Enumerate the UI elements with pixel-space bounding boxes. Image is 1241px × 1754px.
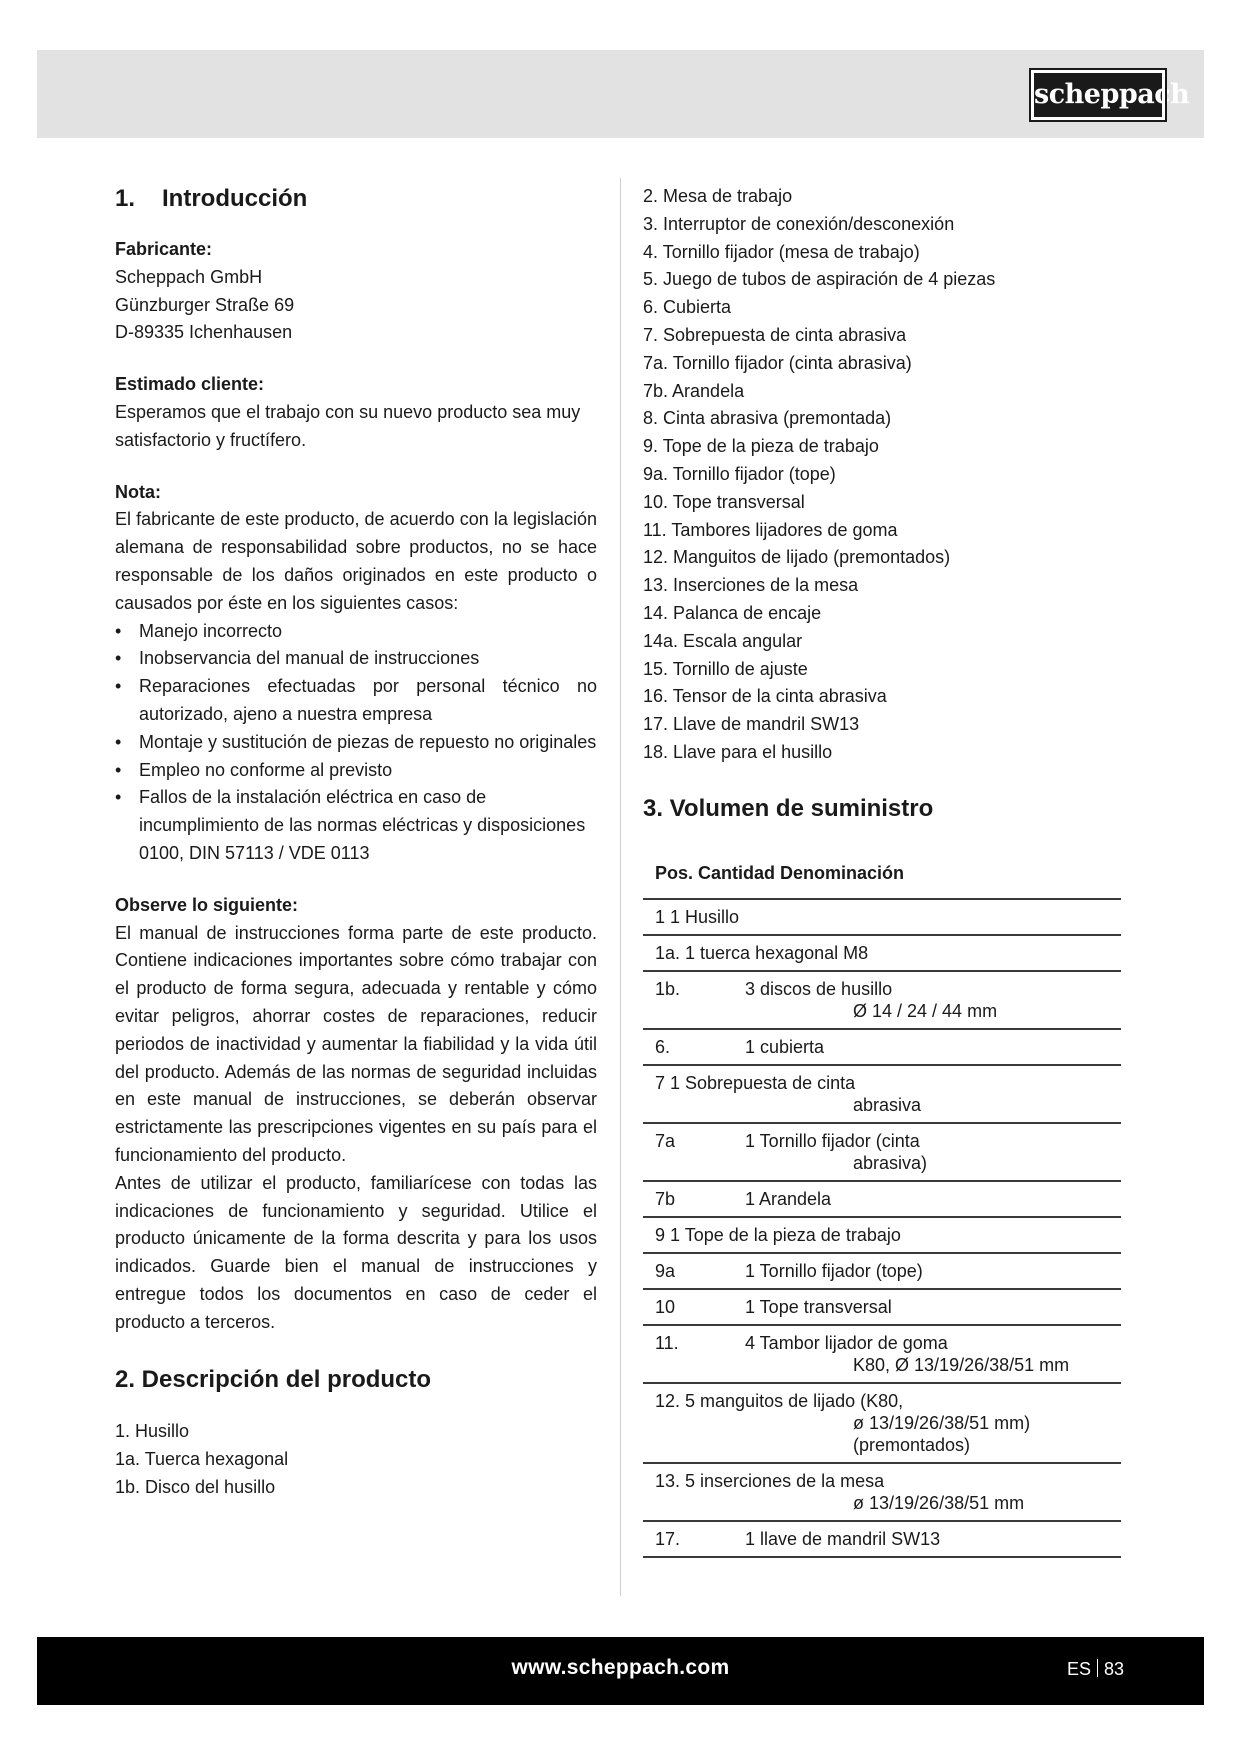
item-description: 12. 5 manguitos de lijado (K80, [655, 1390, 904, 1411]
item-description: 9 1 Tope de la pieza de trabajo [655, 1224, 901, 1245]
table-row [643, 1383, 1121, 1463]
footer-url: www.scheppach.com [511, 1656, 730, 1679]
list-item: • Manejo incorrecto [115, 618, 597, 646]
position-number: 7a [655, 1130, 676, 1151]
right-column [643, 183, 1123, 1558]
item-description-continued: abrasiva) [853, 1152, 928, 1173]
note-text: El fabricante de este producto, de acuerdo con la legislación alemana de responsabilidad sobre productos, no se hace responsable de los daños originados en este producto o causados por éste en los siguientes casos: [115, 509, 597, 613]
list-item: 8. Cinta abrasiva (premontada) [643, 408, 892, 429]
table-cell [643, 1217, 1121, 1253]
item-description: 1 Tornillo fijador (cinta [745, 1130, 920, 1151]
page-indicator [1067, 1659, 1124, 1680]
manufacturer-line: Günzburger Straße 69 [115, 294, 295, 315]
table-row [643, 1521, 1121, 1557]
table-row [643, 1289, 1121, 1325]
manufacturer-line: D-89335 Ichenhausen [115, 322, 293, 343]
table-cell [643, 1383, 1121, 1463]
header-band [37, 50, 1204, 138]
parts-list-left [115, 1418, 597, 1501]
item-description: 1a. 1 tuerca hexagonal M8 [655, 942, 869, 963]
section-3-heading: 3. Volumen de suministro [643, 794, 934, 822]
page-number: 83 [1103, 1659, 1124, 1679]
list-item: 3. Interruptor de conexión/desconexión [643, 213, 955, 234]
list-item: 5. Juego de tubos de aspiración de 4 piezas [643, 269, 996, 290]
observe-text: El manual de instrucciones forma parte de este producto. Contiene indicaciones importantes sobre cómo trabajar con el producto de forma segura, adecuada y rentable y cómo evitar peligros, ahorrar costes de reparaciones, reducir periodos de inactividad y aumentar la fiabilidad y la vida útil del producto. Además de las normas de seguridad incluidas en este manual de instrucciones, se deberán observar estrictamente las prescripciones vigentes en su país para el funcionamiento del producto. [115, 922, 597, 1165]
observe-label: Observe lo siguiente: [115, 894, 299, 915]
item-description: 13. 5 inserciones de la mesa [655, 1470, 885, 1491]
table-row [643, 935, 1121, 971]
observe-text: Antes de utilizar el producto, familiarícese con todas las indicaciones de funcionamiento y seguridad. Utilice el producto únicamente de la forma descrita y para los usos indicados. Guarde bien el manual de instrucciones y entregue todos los documentos en caso de ceder el producto a terceros. [115, 1172, 597, 1332]
left-column [115, 183, 597, 1502]
table-cell [643, 1065, 1121, 1123]
table-row [643, 1123, 1121, 1181]
list-item: 13. Inserciones de la mesa [643, 575, 859, 596]
list-item: 10. Tope transversal [643, 491, 805, 512]
table-row [643, 1253, 1121, 1289]
list-item: 17. Llave de mandril SW13 [643, 714, 860, 735]
item-description: 1 Tornillo fijador (tope) [745, 1260, 923, 1281]
list-item: 16. Tensor de la cinta abrasiva [643, 686, 887, 707]
dear-customer-label: Estimado cliente: [115, 374, 265, 395]
list-item: 2. Mesa de trabajo [643, 186, 793, 206]
list-item: • Fallos de la instalación eléctrica en caso de incumplimiento de las normas eléctricas y disposiciones 0100, DIN 57113 / VDE 0113 [115, 784, 597, 867]
item-description: 7 1 Sobrepuesta de cinta [655, 1072, 856, 1093]
note-label: Nota: [115, 481, 161, 502]
language-code: ES [1066, 1659, 1091, 1679]
item-description: 1 cubierta [745, 1036, 825, 1057]
item-description: 1 Arandela [745, 1188, 832, 1209]
list-item: 1b. Disco del husillo [115, 1477, 276, 1498]
parts-list-right [643, 183, 1123, 767]
table-cell [643, 1181, 1121, 1217]
section-1-heading: 1. Introducción [115, 185, 308, 212]
list-item: 4. Tornillo fijador (mesa de trabajo) [643, 241, 920, 262]
position-number: 10 [655, 1296, 676, 1317]
table-cell [643, 1289, 1121, 1325]
item-description: 1 Tope transversal [745, 1296, 892, 1317]
list-item: 14a. Escala angular [643, 630, 803, 651]
position-number: 9a [655, 1260, 676, 1281]
position-number: 6. [655, 1036, 671, 1057]
list-item: 11. Tambores lijadores de goma [643, 519, 898, 540]
brand-logo: scheppach [1031, 70, 1165, 120]
list-item: 1. Husillo [115, 1421, 190, 1442]
list-item: • Montaje y sustitución de piezas de repuesto no originales [115, 729, 597, 757]
section-2-heading: 2. Descripción del producto [115, 1366, 432, 1394]
position-number: 7b [655, 1188, 676, 1209]
table-cell [643, 899, 1121, 935]
list-item: 7a. Tornillo fijador (cinta abrasiva) [643, 352, 912, 373]
table-cell [643, 935, 1121, 971]
separator [1097, 1659, 1098, 1677]
item-description-continued: ø 13/19/26/38/51 mm [853, 1492, 1025, 1513]
item-description: 4 Tambor lijador de goma [745, 1332, 948, 1353]
item-description: 3 discos de husillo [745, 978, 893, 999]
column-divider [620, 178, 621, 1596]
table-row [643, 1325, 1121, 1383]
list-item: • Reparaciones efectuadas por personal técnico no autorizado, ajeno a nuestra empresa [115, 673, 597, 729]
table-cell [643, 1123, 1121, 1181]
item-description: 1 llave de mandril SW13 [745, 1528, 941, 1549]
table-header: Pos. Cantidad Denominación [643, 851, 1121, 899]
list-item: 7. Sobrepuesta de cinta abrasiva [643, 324, 907, 345]
list-item: 6. Cubierta [643, 297, 732, 318]
supply-table [643, 851, 1121, 1558]
table-cell [643, 1463, 1121, 1521]
position-number: 17. [655, 1528, 681, 1549]
footer-bar [37, 1637, 1204, 1705]
table-cell [643, 1253, 1121, 1289]
list-item: 9. Tope de la pieza de trabajo [643, 436, 879, 457]
list-item: • Inobservancia del manual de instrucciones [115, 645, 597, 673]
item-description-continued: Ø 14 / 24 / 44 mm [853, 1000, 998, 1021]
table-cell [643, 1029, 1121, 1065]
table-cell [643, 971, 1121, 1029]
list-item: 12. Manguitos de lijado (premontados) [643, 547, 951, 568]
table-cell [643, 1521, 1121, 1557]
item-description-continued: (premontados) [853, 1434, 971, 1455]
list-item: 15. Tornillo de ajuste [643, 658, 808, 679]
table-row [643, 1065, 1121, 1123]
table-row [643, 1029, 1121, 1065]
list-item: • Empleo no conforme al previsto [115, 757, 597, 785]
supply-table-body [643, 899, 1121, 1557]
item-description: 1 1 Husillo [655, 906, 740, 927]
list-item: 18. Llave para el husillo [643, 741, 833, 762]
list-item: 14. Palanca de encaje [643, 602, 822, 623]
table-row [643, 1217, 1121, 1253]
item-description-continued: K80, Ø 13/19/26/38/51 mm [853, 1354, 1070, 1375]
manufacturer-label: Fabricante: [115, 239, 213, 259]
table-row [643, 1463, 1121, 1521]
liability-bullet-list [115, 618, 597, 868]
item-description-continued: abrasiva [853, 1094, 922, 1115]
dear-customer-text: Esperamos que el trabajo con su nuevo producto sea muy satisfactorio y fructífero. [115, 401, 581, 450]
list-item: 7b. Arandela [643, 380, 745, 401]
manufacturer-line: Scheppach GmbH [115, 266, 263, 287]
table-cell [643, 1325, 1121, 1383]
position-number: 1b. [655, 978, 681, 999]
item-description-continued: ø 13/19/26/38/51 mm) [853, 1412, 1031, 1433]
table-row [643, 1181, 1121, 1217]
table-header-row [643, 851, 1121, 899]
table-row [643, 971, 1121, 1029]
table-row [643, 899, 1121, 935]
list-item: 1a. Tuerca hexagonal [115, 1449, 289, 1470]
position-number: 11. [655, 1332, 679, 1353]
list-item: 9a. Tornillo fijador (tope) [643, 463, 836, 484]
